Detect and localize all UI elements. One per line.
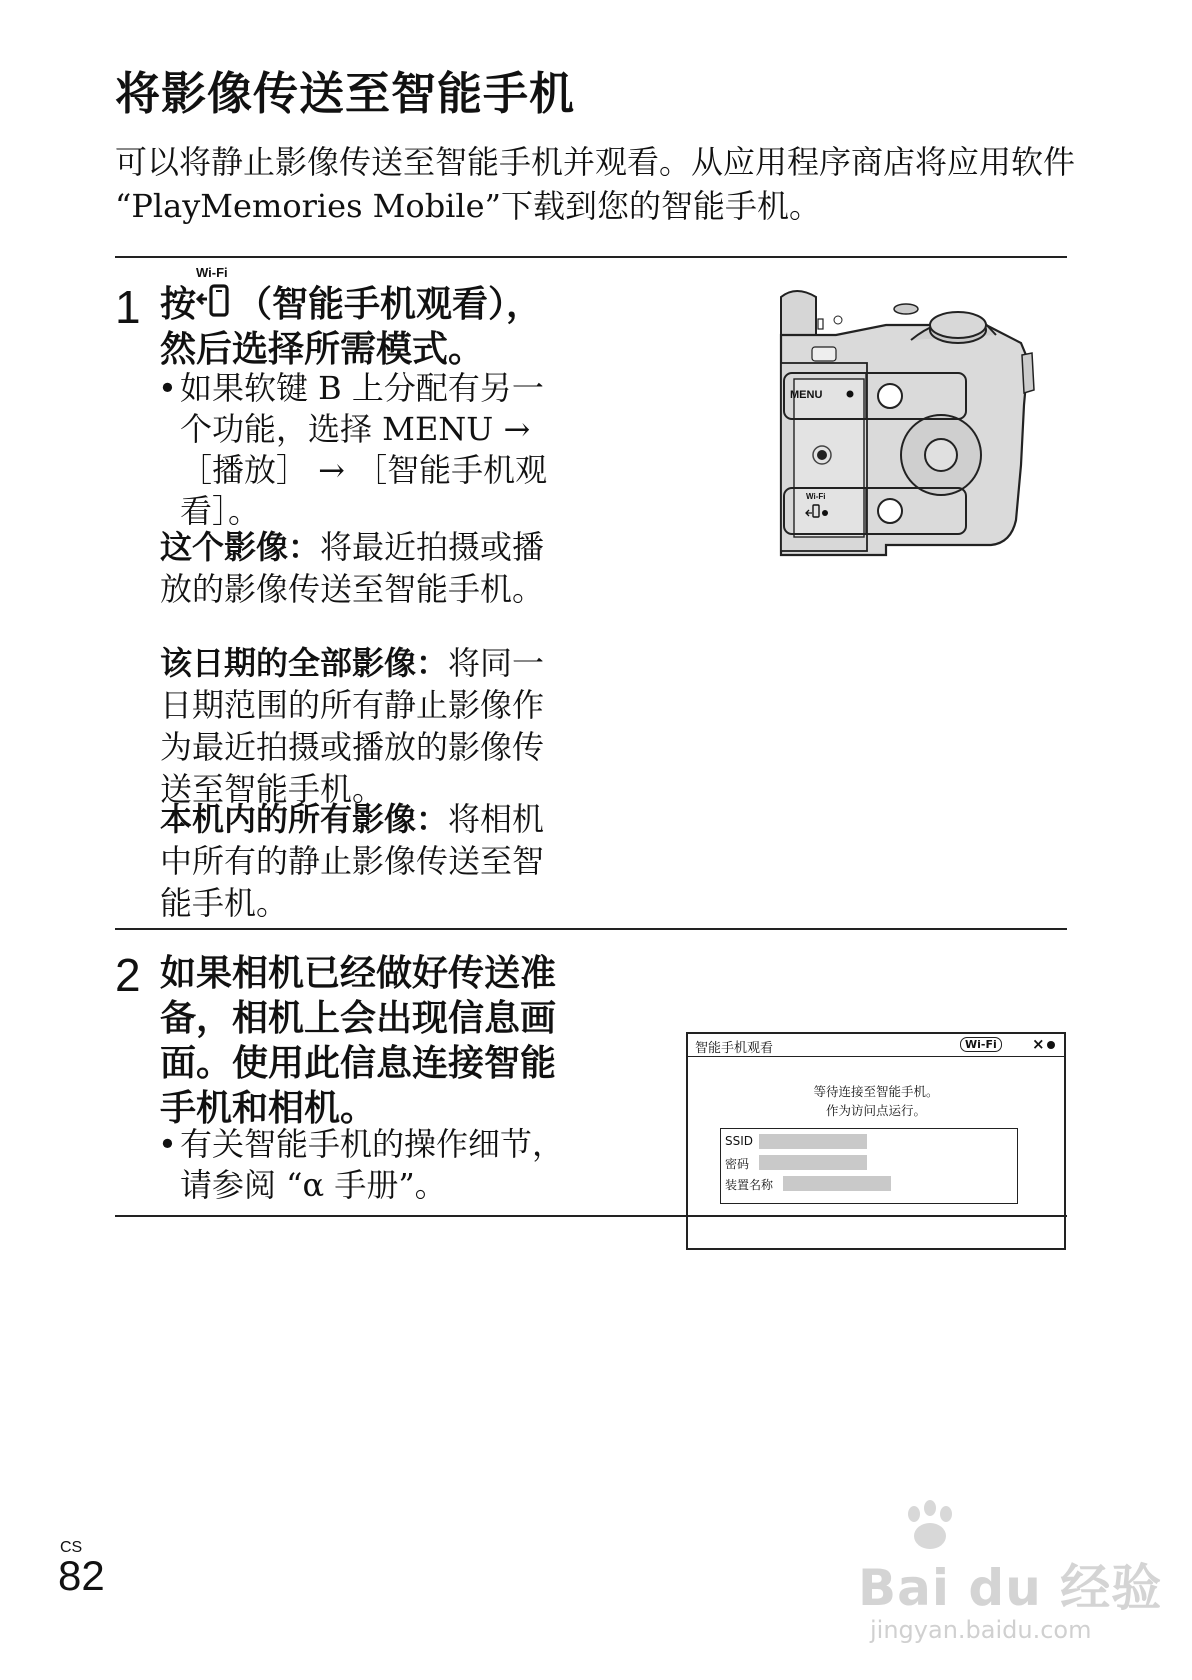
smartphone-view-screen [686, 1032, 1066, 1250]
ssid-label: SSID [725, 1134, 754, 1148]
option-label: 这个影像： [160, 528, 321, 566]
watermark-url: jingyan.baidu.com [870, 1616, 1092, 1644]
bullet-dot: • [158, 1125, 177, 1163]
ssid-value-placeholder [759, 1134, 867, 1149]
step-2-bullet-text: 有关智能手机的操作细节，请参阅 “α 手册”。 [180, 1125, 565, 1204]
option-text: 将同一日期范围的所有静止影像作为最近拍摄或播放的影像传送至智能手机。 [160, 644, 545, 808]
wifi-key-label: Wi-Fi [806, 492, 826, 501]
option-text: 将相机中所有的静止影像传送至智能手机。 [160, 800, 545, 922]
device-name-value-placeholder [783, 1176, 891, 1191]
screen-title: 智能手机观看 [695, 1041, 774, 1056]
watermark-logo: Bai du 经验 [858, 1559, 1163, 1617]
divider [115, 1215, 1067, 1217]
divider [115, 256, 1067, 258]
step-1-bullet [158, 368, 575, 532]
step-1-heading-start: 按 [160, 284, 197, 325]
wifi-badge-icon: Wi-Fi [960, 1037, 1002, 1052]
step-2-bullet [158, 1124, 580, 1206]
close-dot-icon [1047, 1041, 1055, 1049]
page-number: 82 [58, 1552, 105, 1599]
close-icon: × [1032, 1035, 1045, 1053]
connection-info-box [720, 1128, 1018, 1204]
option-this-image [160, 526, 555, 610]
step-1-bullet-text: 如果软键 B 上分配有另一个功能，选择 MENU → ［播放］ → ［智能手机观看］。 [180, 369, 548, 530]
camera-back-illustration [776, 285, 1066, 575]
step-1-heading-line2: 然后选择所需模式。 [160, 329, 485, 370]
intro-paragraph: 可以将静止影像传送至智能手机并观看。从应用程序商店将应用软件 “PlayMemories Mobile”下载到您的智能手机。 [115, 143, 1076, 225]
option-text: 将最近拍摄或播放的影像传送至智能手机。 [160, 528, 545, 608]
step-1-number: 1 [115, 281, 141, 333]
language-code: CS [60, 1539, 83, 1556]
option-all-images-device [160, 798, 555, 924]
screen-header [688, 1034, 1064, 1057]
screen-message-2: 作为访问点运行。 [825, 1103, 926, 1118]
paw-logo-icon [900, 1500, 960, 1552]
password-label: 密码 [725, 1157, 750, 1171]
step-1-heading [160, 265, 620, 372]
step-2-heading: 如果相机已经做好传送准备，相机上会出现信息画面。使用此信息连接智能手机和相机。 [160, 953, 557, 1129]
divider [115, 928, 1067, 930]
page-title: 将影像传送至智能手机 [115, 67, 576, 120]
step-2-number: 2 [115, 949, 141, 1001]
device-name-label: 装置名称 [725, 1178, 774, 1192]
bullet-dot: • [158, 369, 177, 407]
option-label: 本机内的所有影像： [160, 800, 449, 838]
smartphone-wifi-icon [196, 265, 236, 318]
menu-key-label: MENU [790, 389, 823, 401]
screen-message-1: 等待连接至智能手机。 [813, 1084, 939, 1099]
wifi-icon-label: Wi-Fi [196, 265, 228, 280]
step-1-heading-end: （智能手机观看）， [236, 284, 543, 325]
option-all-images-date [160, 642, 555, 810]
option-label: 该日期的全部影像： [160, 644, 449, 682]
password-value-placeholder [759, 1155, 867, 1170]
